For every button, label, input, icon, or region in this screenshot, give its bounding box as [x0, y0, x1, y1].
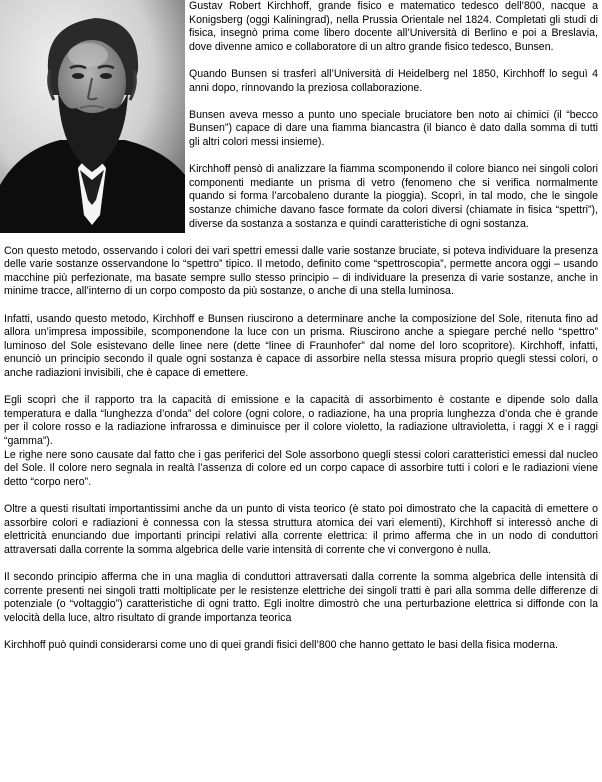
- paragraph-10: Il secondo principio afferma che in una maglia di conduttori attraversati dalla corrente la somma algebrica delle intensità di corrente presenti nei singoli tratti moltiplicate per le resistenze elettriche dei singoli tratti è pari alla somma delle differenze di potenziale (o “voltaggio”) caratteristiche di ogni tratto. Egli inoltre dimostrò che una perturbazione elettrica si diffonde con la velocità della luce, altro risultato di grande importanza teorica: [4, 570, 598, 624]
- paragraph-1: Gustav Robert Kirchhoff, grande fisico e matematico tedesco dell’800, nacque a Konigsberg (oggi Kaliningrad), nella Prussia Orientale nel 1824. Completati gli studi di fisica, insegnò prima come libero docente all’Università di Berlino e poi a Breslavia, dove divenne amico e collaboratore di un altro grande fisico tedesco, Bunsen.: [189, 0, 598, 53]
- paragraph-4: Kirchhoff pensò di analizzare la fiamma scomponendo il colore bianco nei singoli colori componenti mediante un prisma di vetro (fenomeno che si verifica normalmente quando si forma l’arcobaleno durante la pioggia). Scoprì, in tal modo, che le singole sostanze chimiche davano fasce formate da colori diversi (chiamate in fisica “spettri”), diverse da sostanza a sostanza e quindi caratteristiche di ogni sostanza.: [189, 163, 598, 230]
- paragraph-9: Oltre a questi risultati importantissimi anche da un punto di vista teorico (è stato poi dimostrato che la capacità di emettere o assorbire colori e radiazioni è connessa con la stessa struttura atomica dei vari elementi), Kirchhoff si interessò anche di elettricità enunciando due importanti principi relativi alla corrente elettrica: il primo afferma che in un nodo di conduttori attraversati dalla corrente la somma algebrica delle varie intensità di corrente che vi convergono è nulla.: [4, 502, 598, 556]
- paragraph-8: Le righe nere sono causate dal fatto che i gas periferici del Sole assorbono quegli stessi colori caratteristici emessi dal nucleo del Sole. Il colore nero segnala in realtà l’assenza di colore ed un corpo capace di assorbire tutti i colori e le radiazioni viene detto “corpo nero”.: [4, 448, 598, 488]
- article: [4, 0, 598, 666]
- paragraph-5: Con questo metodo, osservando i colori dei vari spettri emessi dalle varie sostanze bruciate, si poteva individuare la presenza delle varie sostanze osservandone lo “spettro” tipico. Il metodo, definito come “spettroscopia”, permette ancora oggi – usando macchine più perfezionate, ma basate sempre sullo stesso principio – di individuare la presenza di varie sostanze, anche in minime tracce, all’interno di un corpo composto da più sostanze, o anche di una stella luminosa.: [4, 244, 598, 298]
- paragraph-11: Kirchhoff può quindi considerarsi come uno di quei grandi fisici dell’800 che hanno gettato le basi della fisica moderna.: [4, 638, 558, 651]
- kirchhoff-portrait: [0, 0, 185, 233]
- paragraph-3: Bunsen aveva messo a punto uno speciale bruciatore ben noto ai chimici (il “becco Bunsen”) capace di dare una fiamma biancastra (il bianco è dato dalla somma di tutti gli altri colori messi insieme).: [189, 108, 598, 148]
- paragraph-7: Egli scoprì che il rapporto tra la capacità di emissione e la capacità di assorbimento è costante e dipende solo dalla temperatura e dalla “lunghezza d’onda” del colore (ogni colore, o radiazione, ha una propria lunghezza d’onda che è grande per il colore rosso e la radiazione infrarossa e diminuisce per il colore violetto, la radiazione ultravioletta, i raggi X e i raggi “gamma”).: [4, 394, 598, 447]
- paragraph-2: Quando Bunsen si trasferì all’Università di Heidelberg nel 1850, Kirchhoff lo seguì 4 anni dopo, rinnovando la preziosa collaborazione.: [189, 67, 598, 94]
- portrait-illustration: [0, 0, 185, 233]
- paragraph-6: Infatti, usando questo metodo, Kirchhoff e Bunsen riuscirono a determinare anche la composizione del Sole, ritenuta fino ad allora un’impresa impossibile, scomponendone la luce con un prisma. Riuscirono anche a spiegare perché nello “spettro” luminoso del Sole esistevano delle linee nere (dette “linee di Fraunhofer” dal nome del loro scopritore). Kirchhoff, infatti, enunciò un principio secondo il quale ogni sostanza è capace di assorbire nella stessa misura proprio quegli stessi colori, o anche radiazioni invisibili, che è capace di emettere.: [4, 312, 598, 380]
